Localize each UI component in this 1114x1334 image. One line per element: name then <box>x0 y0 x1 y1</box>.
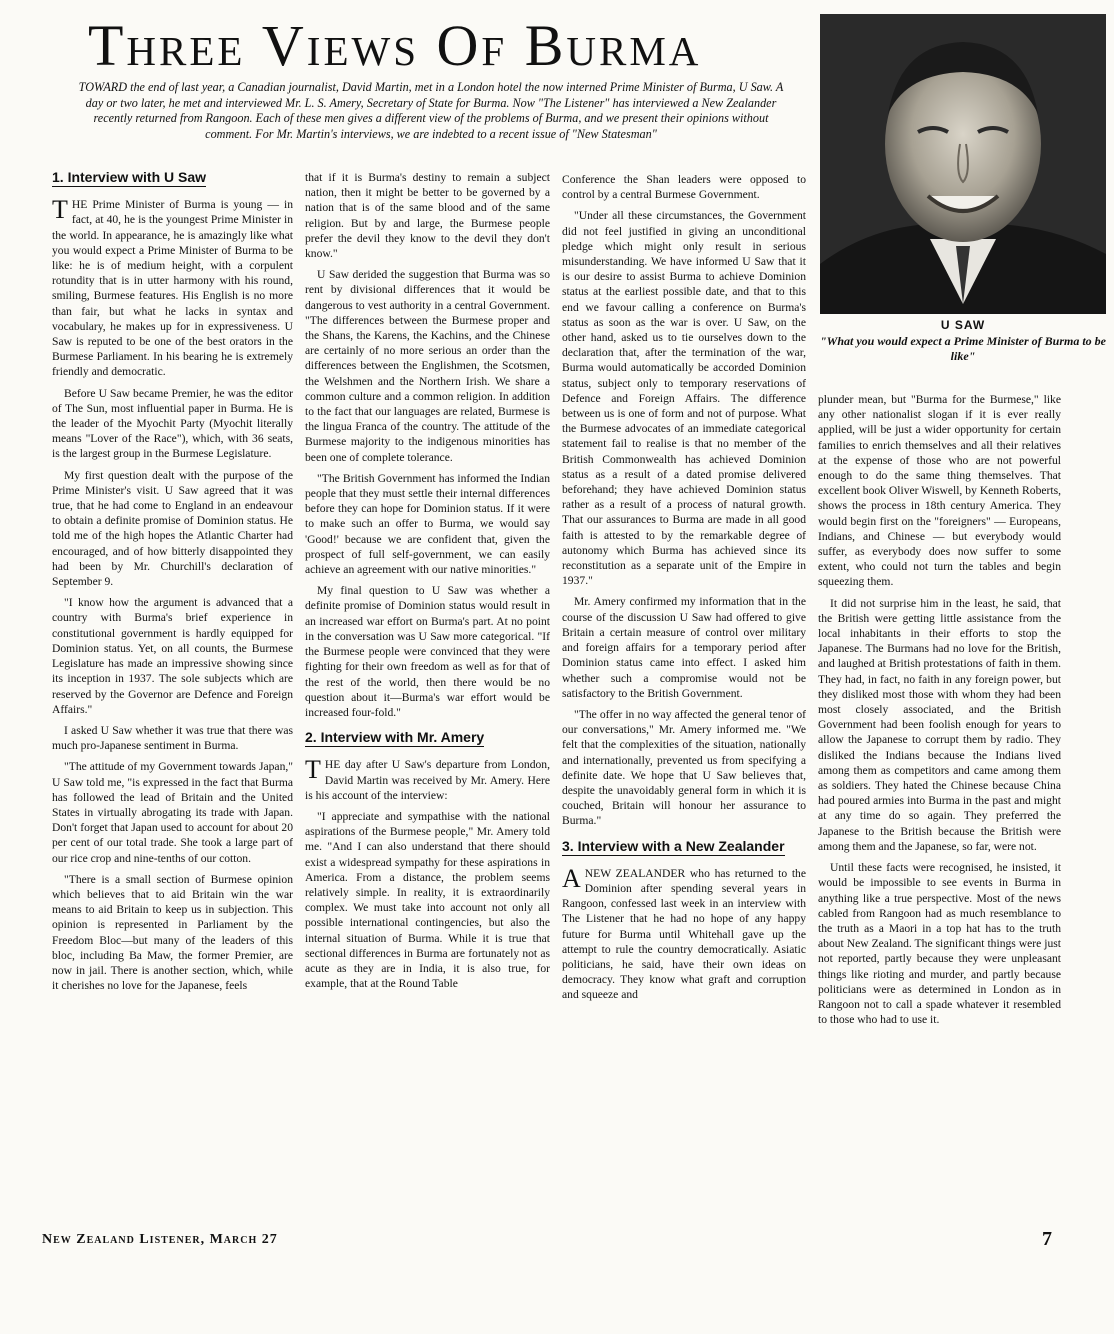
drop-cap: T <box>305 755 321 785</box>
paragraph: "The attitude of my Government towards Japan," U Saw told me, "is expressed in the fact that Burma has followed the lead of Britain and the United States in virtually abrogating its trade with Japan. Don't forget that Japan used to account for about 20 per cent of our total trade. She took a large part of our rice crop and nine-tenths of our cotton. <box>52 760 293 865</box>
paragraph: U Saw derided the suggestion that Burma was so rent by divisional differences that it would be dangerous to vest authority in a central Government. "The differences between the Burmese proper and the Shans, the Karens, the Kachins, and the Chinese are certainly of no more serious an order than the differences between the Englishmen, the Scotsmen, the Welshmen and the Northern Irish. We share a common culture and a common religion. In addition to the fact that our languages are related, Burmese is the lingua Franca of the country. The attitude of the Burmese majority to the indigenous minorities has been one of complete tolerance. <box>305 268 550 464</box>
column-1 <box>52 170 293 1220</box>
intro-paragraph: TOWARD the end of last year, a Canadian journalist, David Martin, met in a London hotel the now interned Prime Minister of Burma, U Saw. A day or two later, he met and interviewed Mr. L. S. Amery, Secretary of State for Burma. Now "The Listener" has interviewed a New Zealander recently returned from Rangoon. Each of these men gives a different view of the problems of Burma, and we present their opinions without comment. For Mr. Martin's interviews, we are indebted to a recent issue of "New Statesman" <box>78 80 784 141</box>
paragraph: My final question to U Saw was whether a definite promise of Dominion status would result in an increased war effort on Burma's part. At no point in the conversation was U Saw more categorical. "If the Burmese people were convinced that they were fighting for their own freedom as well as for that of the rest of the world, then there would be no question about it—Burma's war effort would be increased four-fold." <box>305 584 550 719</box>
column-2 <box>305 170 550 1220</box>
drop-cap: A <box>562 863 581 893</box>
paragraph: "The British Government has informed the Indian people that they must settle their internal differences before they can hope for Dominion status. If it were to make such an offer to Burma, we would say 'Good!' because we are confident that, given the prospect of full self-government, we can easily achieve an agreement with our native minorities." <box>305 471 550 577</box>
paragraph: "I know how the argument is advanced that a country with Burma's brief experience in constitutional government is hardly equipped for Dominion status. Yet, on all counts, the Burmese Legislature has made an impressive showing since its inception in 1937. The sole subjects which are reserved by the Governor are Defence and Foreign Affairs." <box>52 596 293 716</box>
paragraph: Mr. Amery confirmed my information that in the course of the discussion U Saw had offered to give Britain a certain measure of control over military and foreign affairs for a temporary period after Dominion status came into effect. I asked him whether such a compromise would not be satisfactory to the British Government. <box>562 595 806 700</box>
photo-caption-quote: "What you would expect a Prime Minister of Burma to be like" <box>819 334 1106 363</box>
section-heading-3: 3. Interview with a New Zealander <box>562 839 785 856</box>
section-heading-2: 2. Interview with Mr. Amery <box>305 730 484 747</box>
paragraph: THE Prime Minister of Burma is young — in fact, at 40, he is the youngest Prime Minister in the world. In appearance, he is amazingly like what you would expect a Prime Minister of Burma to be like: he is of medium height, with a corpulent rotundity that is in utter harmony with his round, smiling, Burmese features. His English is no more than fair, but what he lacks in syntax and vocabulary, he makes up for in expressiveness. U Saw is reputed to be one of the best orators in the Burmese Parliament. In his bearing he is extremely friendly and democratic. <box>52 195 293 379</box>
publication-footer: New Zealand Listener, March 27 <box>42 1232 278 1247</box>
paragraph: that if it is Burma's destiny to remain a subject nation, then it might be better to be governed by a nation that is of the same blood and of the same religion. But by and large, the Burmese people prefer the devil they know to the devil they don't know." <box>305 171 550 261</box>
paragraph: My first question dealt with the purpose of the Prime Minister's visit. U Saw agreed that it was true, that he had come to England in an endeavour to obtain a definite promise of Dominion status. He told me of the high hopes the Atlantic Charter had encouraged, and of how bitterly disappointed they had been by Mr. Churchill's declaration of September 9. <box>52 468 293 589</box>
paragraph: I asked U Saw whether it was true that there was much pro-Japanese sentiment in Burma. <box>52 723 293 753</box>
paragraph: THE day after U Saw's departure from London, David Martin was received by Mr. Amery. Here is his account of the interview: <box>305 755 550 802</box>
portrait-photo <box>820 14 1106 314</box>
section-heading-1: 1. Interview with U Saw <box>52 170 206 187</box>
paragraph: "The offer in no way affected the general tenor of our conversations," Mr. Amery informed me. "We felt that the complexities of the situation, nationally and internationally, prevented us from specifying a definite date. We hope that U Saw believes that, despite the unavoidably general form in which it is couched, Britain will honour her assurance to Burma." <box>562 707 806 828</box>
paragraph: Before U Saw became Premier, he was the editor of The Sun, most influential paper in Burma. He is the leader of the Myochit Party (Myochit literally means "Lover of the Race"), which, with 36 seats, is the largest group in the Burmese Legislature. <box>52 386 293 461</box>
paragraph: "Under all these circumstances, the Government did not feel justified in giving an unconditional pledge which might only result in serious misunderstanding. We have informed U Saw that it is our desire to assist Burma to achieve Dominion status at the earliest possible date, and that to this end we favour calling a conference on Burma's status as soon as the war is over. U Saw, on the other hand, asked us to tie ourselves down to the declaration that, after the termination of the war, Burma would automatically be accorded Dominion status, subject only to temporary reservations of Defence and Foreign Affairs. The difference between us is one of form and not of purpose. What the Burmese advocates of an immediate categorical statement fail to realise is that no member of the British Commonwealth has achieved Dominion status as a result of a dated promise delivered beforehand; they have achieved Dominion status rather as a result of a process of natural growth. That our assurances to Burma are made in all good faith is attested to by the remarkable degree of autonomy which Burma has achieved since its reconstitution as a separate unit of the Empire in 1937." <box>562 209 806 588</box>
page-title: Three Views Of Burma <box>88 13 702 78</box>
paragraph: Until these facts were recognised, he insisted, it would be impossible to see events in Burma in anything like a true perspective. Most of the news cabled from Rangoon had as much resemblance to the truth as a Maori in a top hat has to the truth about New Zealand. The significant things were just not reported, partly because they were unpleasant things like rioting and murder, and partly because politicians were as determined in London as in Rangoon not to call a spade whatever it resembled to those who had to use it. <box>818 861 1061 1027</box>
photo-caption-name: U SAW <box>940 318 986 332</box>
drop-cap: T <box>52 195 68 225</box>
paragraph: plunder mean, but "Burma for the Burmese," like any other nationalist slogan if it is ever really applied, will be just a wider opportunity for certain families to enrich themselves and all their relatives at the expense of those who are not powerful enough to do the same thing themselves. That excellent book Oliver Wiswell, by Kenneth Roberts, shows the process in 18th century America. They would begin first on the "foreigners" — Europeans, Indians, and Chinese — but everybody would suffer, as everybody does now suffer to some extent, who could not turn the tables and begin squeezing them. <box>818 393 1061 589</box>
paragraph: It did not surprise him in the least, he said, that the British were getting little assistance from the local inhabitants in their efforts to stop the Japanese. The Burmans had no love for the British, and laughed at British protestations of faith in them. They had, in fact, no faith in any foreign power, but they disliked most those with whom they had been most closely associated, and the British Government had been foolish enough for years to allow the Japanese to corrupt them by radio. They disliked the Indians because the Indians lived among them as competitors and came among them as soldiers. They hated the Chinese because China had poured armies into Burma in the past and might at any time do so again. They preferred the Japanese to the British because the British were among them and the Japanese, so far, were not. <box>818 596 1061 853</box>
page-number: 7 <box>1042 1228 1052 1250</box>
paragraph: Conference the Shan leaders were opposed to control by a central Burmese Government. <box>562 173 806 202</box>
paragraph: "There is a small section of Burmese opinion which believes that to aid Britain win the war means to aid Britain to keep us in subjection. This opinion is represented in Parliament by the Freedom Bloc—but many of the leaders of this bloc, including Ba Maw, the former Premier, are now in jail. There is another section, which, while it cherishes no love for the Japanese, feels <box>52 872 293 993</box>
column-3 <box>562 172 806 1222</box>
column-4 <box>818 392 1061 1220</box>
paragraph: "I appreciate and sympathise with the national aspirations of the Burmese people," Mr. Amery told me. "And I can also understand that there should exist a widespread sympathy for these aspirations in America. From a distance, the problem seems relatively simple. In reality, it is extraordinarily complex. We must take into account not only all possible international contingencies, but also the internal situation of Burma. While it is true that sectional differences in Burma are fortunately not as acute as they are in India, it is also true, for example, that at the Round Table <box>305 809 550 991</box>
paragraph: ANEW ZEALANDER who has returned to the Dominion after spending several years in Rangoon, confessed last week in an interview with The Listener that he had no hope of any happy future for Burma until Whitehall gave up the attempt to rule the country democratically. Asiatic politicians, he said, have their own ideas on democracy. They know what graft and corruption and squeeze and <box>562 863 806 1002</box>
portrait-image <box>820 14 1106 314</box>
